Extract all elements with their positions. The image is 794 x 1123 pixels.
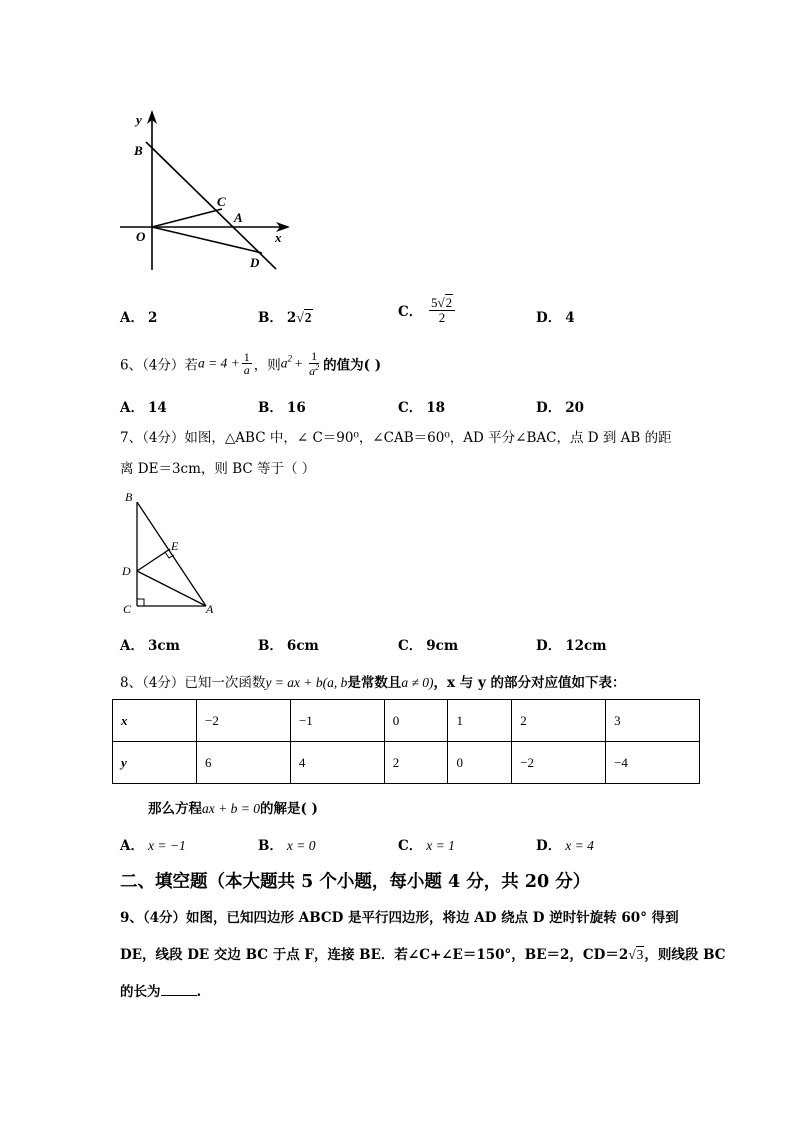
- label-c: C: [123, 602, 132, 616]
- q6-expr2-plus: +: [294, 355, 304, 371]
- table-cell: 3: [606, 700, 700, 742]
- q8-option-d[interactable]: D． x = 4: [536, 838, 594, 854]
- q6-option-d[interactable]: D． 20: [536, 400, 585, 416]
- q6-expr1: a = 4 +: [197, 355, 240, 371]
- q8-option-b[interactable]: B． x = 0: [258, 838, 316, 854]
- q6-prefix: 6、（4分）若: [120, 357, 198, 374]
- label-a: A: [206, 602, 214, 616]
- label-c: C: [217, 194, 226, 209]
- q5-option-a[interactable]: [120, 306, 157, 326]
- q7-option-d[interactable]: D． 12cm: [536, 638, 607, 654]
- option-value: 2: [147, 310, 158, 326]
- table-cell: 6: [197, 742, 291, 784]
- option-label: B．: [258, 310, 283, 326]
- label-y: y: [136, 112, 142, 127]
- table-cell: 2: [384, 742, 448, 784]
- table-cell: −1: [290, 700, 384, 742]
- table-cell: 4: [290, 742, 384, 784]
- segment-oc: [152, 209, 222, 227]
- q9-stem-line3: [120, 980, 201, 1000]
- sqrt-sign: √: [296, 310, 304, 325]
- q6-expr2-a: a: [280, 355, 288, 371]
- table-header-y: y: [113, 742, 197, 784]
- option-value: 4: [565, 310, 575, 326]
- option-label: A．: [120, 310, 144, 326]
- side-ab: [137, 502, 206, 606]
- radicand: 2: [304, 310, 312, 325]
- section-heading-fill-in: 二、填空题（本大题共 5 个小题，每小题 4 分，共 20 分）: [120, 872, 591, 892]
- q7-triangle-figure: [118, 488, 228, 620]
- label-d: D: [250, 255, 260, 270]
- q7-option-b[interactable]: B． 6cm: [258, 638, 319, 654]
- q9-stem-line1: 9、（4分）如图，已知四边形 ABCD 是平行四边形，将边 AD 绕点 D 逆时针旋转 60° 得到: [120, 910, 679, 926]
- q9-stem-line2: [120, 943, 726, 963]
- label-o: O: [136, 229, 146, 244]
- table-cell: 1: [448, 700, 512, 742]
- label-d: D: [122, 564, 131, 578]
- label-b: B: [134, 143, 143, 158]
- label-a: A: [234, 210, 243, 225]
- q6-frac2: $\frac{1}{a^2}$: [309, 349, 320, 378]
- q6-expr2-exp: 2: [287, 353, 293, 364]
- q9-line2-suffix: ，则线段 BC: [644, 947, 726, 963]
- q6-frac1: $\frac{1}{a}$: [243, 349, 250, 378]
- q8-option-a[interactable]: A． x = −1: [120, 838, 186, 854]
- q9-line3-suffix: .: [196, 984, 202, 1000]
- q6-stem: [120, 350, 381, 377]
- table-header-x: x: [113, 700, 197, 742]
- q9-line3-prefix: 的长为: [120, 984, 161, 1000]
- fraction: $\frac{5√2}{2}$: [429, 296, 455, 324]
- q8-cond: a ≠ 0): [401, 675, 434, 690]
- line-bd: [146, 142, 276, 269]
- q5-option-d[interactable]: [536, 306, 575, 326]
- num-radicand: 2: [445, 295, 453, 310]
- table-row-y: [113, 742, 700, 784]
- q7-option-c[interactable]: C． 9cm: [398, 638, 459, 654]
- q8-question: [148, 797, 318, 817]
- q6-suffix: 的值为( ): [323, 357, 382, 374]
- q6-option-a[interactable]: A． 14: [120, 400, 167, 416]
- q7-option-a[interactable]: A． 3cm: [120, 638, 180, 654]
- q6-option-b[interactable]: B． 16: [258, 400, 306, 416]
- q8-prefix: 8、（4分）已知一次函数: [120, 675, 266, 691]
- q6-option-c[interactable]: C． 18: [398, 400, 446, 416]
- q9-radicand: 3: [636, 947, 644, 962]
- q8-question-suffix: 的解是( ): [259, 801, 318, 817]
- label-b: B: [125, 490, 133, 504]
- option-label: D．: [536, 310, 562, 326]
- q7-stem-line2: 离 DE＝3cm，则 BC 等于（ ）: [120, 461, 316, 477]
- table-cell: 0: [384, 700, 448, 742]
- q8-value-table: [112, 699, 700, 784]
- q5-option-c[interactable]: [398, 296, 457, 324]
- denominator: 2: [438, 309, 446, 325]
- table-cell: 0: [448, 742, 512, 784]
- table-cell: −4: [606, 742, 700, 784]
- q8-mid: 是常数且: [347, 675, 402, 691]
- answer-blank[interactable]: [161, 983, 197, 996]
- q8-option-c[interactable]: C． x = 1: [398, 838, 455, 854]
- table-cell: 2: [512, 700, 606, 742]
- table-cell: −2: [512, 742, 606, 784]
- sqrt-sign: √: [628, 947, 636, 962]
- segment-ad: [137, 571, 206, 606]
- option-label: C．: [398, 304, 423, 321]
- table-cell: −2: [197, 700, 291, 742]
- q8-stem: [120, 671, 626, 691]
- label-e: E: [171, 539, 179, 553]
- q5-option-b[interactable]: [258, 306, 313, 326]
- q5-coordinate-figure: [110, 108, 310, 278]
- q8-suffix: ，x 与 y 的部分对应值如下表：: [433, 675, 626, 691]
- num-coef: 5: [430, 295, 438, 310]
- q8-question-eq: ax + b = 0: [202, 801, 260, 816]
- q8-question-prefix: 那么方程: [148, 801, 202, 817]
- label-x: x: [275, 230, 282, 245]
- q8-func: y = ax + b(a, b: [265, 675, 348, 690]
- right-angle-c: [137, 599, 144, 606]
- q6-mid: ，则: [253, 357, 281, 374]
- option-coef: 2: [286, 310, 297, 326]
- table-row-x: [113, 700, 700, 742]
- q9-line2-prefix: DE，线段 DE 交边 BC 于点 F，连接 BE．若∠C+∠E＝150°，BE＝2，CD＝2: [120, 947, 629, 963]
- q7-stem-line1: 7、（4分）如图，△ABC 中，∠ C＝90⁰，∠CAB＝60⁰，AD 平分∠BAC，点 D 到 AB 的距: [120, 430, 672, 446]
